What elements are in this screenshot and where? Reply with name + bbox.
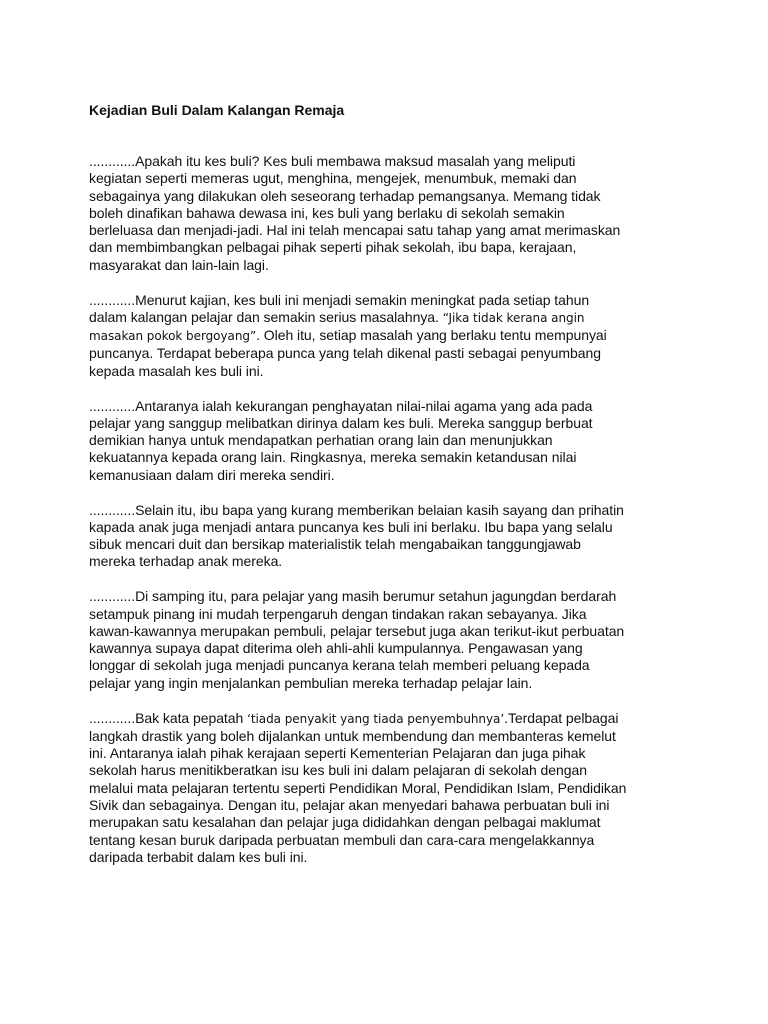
paragraph-line bbox=[89, 327, 689, 345]
paragraph-line bbox=[89, 710, 689, 728]
paragraph-line: dan membimbangkan pelbagai pihak seperti pihak sekolah, ibu bapa, kerajaan, bbox=[89, 239, 577, 256]
paragraph-line: masyarakat dan lain-lain lagi. bbox=[89, 256, 269, 273]
paragraph-line: ............Menurut kajian, kes buli ini menjadi semakin meningkat pada setiap tahun bbox=[89, 291, 590, 308]
paragraph-line: tentang kesan buruk daripada perbuatan membuli dan cara-cara mengelakkannya bbox=[89, 831, 595, 848]
paragraph-6 bbox=[89, 710, 689, 867]
paragraph-line: kapada anak juga menjadi antara puncanya kes buli ini berlaku. Ibu bapa yang selalu bbox=[89, 518, 613, 535]
document-title: Kejadian Buli Dalam Kalangan Remaja bbox=[89, 102, 345, 118]
paragraph-line: ............Selain itu, ibu bapa yang kurang memberikan belaian kasih sayang dan prihatin bbox=[89, 501, 624, 518]
paragraph-line: melalui mata pelajaran tertentu seperti Pendidikan Moral, Pendidikan Islam, Pendidikan bbox=[89, 779, 627, 796]
paragraph-4 bbox=[89, 502, 689, 571]
paragraph-line: puncanya. Terdapat beberapa punca yang telah dikenal pasti sebagai penyumbang bbox=[89, 345, 601, 362]
paragraph-line: sebagainya yang dilakukan oleh seseorang terhadap pemangsanya. Memang tidak bbox=[89, 187, 601, 204]
paragraph-line: merupakan satu kesalahan dan pelajar juga dididahkan dengan pelbagai maklumat bbox=[89, 814, 601, 831]
paragraph-3 bbox=[89, 398, 689, 484]
paragraph-text: dalam kalangan pelajar dan semakin serius masalahnya. bbox=[89, 308, 443, 325]
paragraph-line: kawannya supaya dapat diterima oleh ahli-ahli kumpulannya. Pengawasan yang bbox=[89, 640, 583, 657]
paragraph-line: kemanusiaan dalam diri mereka sendiri. bbox=[89, 466, 335, 483]
paragraph-1 bbox=[89, 153, 689, 274]
quoted-proverb: “Jika tidak kerana angin bbox=[442, 310, 585, 325]
paragraph-line: mereka terhadap anak mereka. bbox=[89, 553, 283, 570]
paragraph-line: sibuk mencari duit dan bersikap materialistik telah mengabaikan tanggungjawab bbox=[89, 536, 581, 553]
paragraph-line: kepada masalah kes buli ini. bbox=[89, 362, 264, 379]
quoted-proverb: ‘tiada penyakit yang tiada penyembuhnya’ bbox=[247, 711, 505, 726]
paragraph-text: .Terdapat pelbagai bbox=[504, 709, 619, 726]
paragraph-line: ............Antaranya ialah kekurangan penghayatan nilai-nilai agama yang ada pada bbox=[89, 397, 593, 414]
paragraph-line bbox=[89, 309, 689, 327]
paragraph-line: ............Apakah itu kes buli? Kes buli membawa maksud masalah yang meliputi bbox=[89, 153, 576, 169]
paragraph-line: pelajar yang sanggup melibatkan dirinya dalam kes buli. Mereka sanggup berbuat bbox=[89, 414, 593, 431]
paragraph-line: pelajar yang ingin menjalankan pembulian mereka terhadap pelajar lain. bbox=[89, 674, 533, 691]
paragraph-line: berleluasa dan menjadi-jadi. Hal ini telah mencapai satu tahap yang amat merimaskan bbox=[89, 222, 621, 239]
paragraph-text: ............Bak kata pepatah bbox=[89, 709, 248, 726]
paragraph-line: kegiatan seperti memeras ugut, menghina, mengejek, menumbuk, memaki dan bbox=[89, 170, 577, 187]
paragraph-line: longgar di sekolah juga menjadi puncanya kerana telah memberi peluang kepada bbox=[89, 657, 590, 674]
document-page bbox=[89, 101, 689, 884]
paragraph-line: ............Di samping itu, para pelajar yang masih berumur setahun jagungdan berdarah bbox=[89, 588, 617, 605]
quoted-proverb: masakan pokok bergoyang” bbox=[89, 329, 257, 344]
paragraph-text: . Oleh itu, setiap masalah yang berlaku tentu mempunyai bbox=[256, 327, 607, 344]
paragraph-line: setampuk pinang ini mudah terpengaruh dengan tindakan rakan sebayanya. Jika bbox=[89, 605, 587, 622]
paragraph-line: sekolah harus menitikberatkan isu kes buli ini dalam pelajaran di sekolah dengan bbox=[89, 762, 587, 779]
paragraph-line: kekuatannya kepada orang lain. Ringkasnya, mereka semakin ketandusan nilai bbox=[89, 449, 577, 466]
paragraph-line: langkah drastik yang boleh dijalankan untuk membendung dan membanteras kemelut bbox=[89, 727, 616, 744]
paragraph-line: ini. Antaranya ialah pihak kerajaan seperti Kementerian Pelajaran dan juga pihak bbox=[89, 745, 586, 762]
paragraph-line: demikian hanya untuk mendapatkan perhatian orang lain dan menunjukkan bbox=[89, 432, 553, 449]
paragraph-line: kawan-kawannya merupakan pembuli, pelajar tersebut juga akan terikut-ikut perbuatan bbox=[89, 622, 625, 639]
paragraph-line: Sivik dan sebagainya. Dengan itu, pelajar akan menyedari bahawa perbuatan buli ini bbox=[89, 797, 610, 813]
paragraph-2 bbox=[89, 292, 689, 380]
paragraph-line: daripada terbabit dalam kes buli ini. bbox=[89, 848, 308, 865]
paragraph-line: boleh dinafikan bahawa dewasa ini, kes buli yang berlaku di sekolah semakin bbox=[89, 204, 565, 221]
paragraph-5 bbox=[89, 588, 689, 692]
